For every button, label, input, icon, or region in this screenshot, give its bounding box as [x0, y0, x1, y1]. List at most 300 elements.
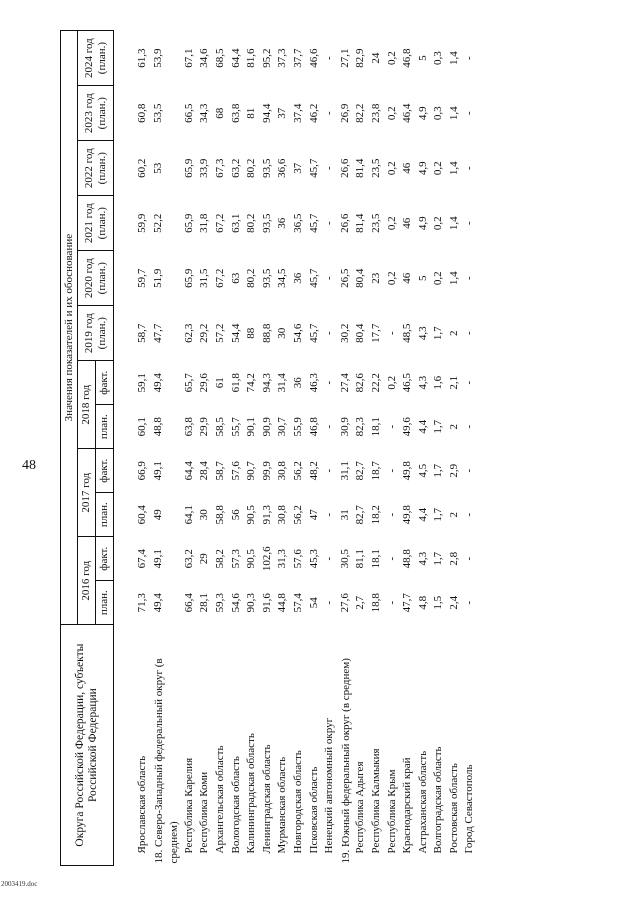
row-value-cell: 1,7	[432, 326, 445, 341]
row-value-cell: 80,4	[354, 268, 367, 288]
row-value-cell: 57,6	[291, 549, 304, 569]
row-value-cell: 0,2	[385, 216, 398, 231]
row-region-name: Новгородская область	[291, 750, 304, 854]
row-value-cell: 5	[416, 55, 429, 61]
row-value-cell: 49,8	[401, 505, 414, 525]
row-value-cell: -	[463, 424, 476, 429]
row-value-cell: 63,8	[182, 417, 195, 437]
row-value-cell: 66,5	[182, 103, 195, 123]
row-value-cell: 47,7	[151, 323, 164, 343]
row-value-cell: 63,2	[229, 158, 242, 178]
header-region-column: Округа Российской Федерации, субъекты Российской Федерации	[61, 625, 114, 866]
row-value-cell: 48,2	[307, 461, 320, 481]
row-value-cell: 82,7	[354, 461, 367, 481]
row-value-cell: 0,2	[432, 271, 445, 286]
row-value-cell: 60,1	[136, 417, 148, 437]
row-value-cell: 64,4	[229, 48, 242, 68]
row-value-cell: 95,2	[260, 48, 273, 68]
row-value-cell: 18,8	[369, 593, 382, 613]
row-value-cell: 94,3	[260, 373, 273, 393]
row-region-name: Город Севастополь	[463, 764, 476, 854]
row-value-cell: -	[323, 56, 336, 60]
row-value-cell: 65,9	[182, 158, 195, 178]
row-value-cell: 63	[229, 272, 242, 284]
row-value-cell: -	[323, 380, 336, 385]
row-value-cell: -	[323, 221, 336, 226]
row-value-cell: 66,4	[182, 593, 195, 613]
row-value-cell: 2	[447, 511, 460, 518]
row-value-cell: -	[463, 56, 476, 60]
header-fact: факт.	[96, 449, 114, 493]
row-value-cell: -	[323, 600, 336, 605]
row-value-cell: 30,9	[338, 417, 351, 437]
header-year-2020: 2020 год (план.)	[78, 251, 114, 306]
row-value-cell: 49,4	[151, 593, 164, 613]
row-value-cell: 4,9	[416, 106, 429, 121]
indicators-table	[60, 30, 479, 866]
row-value-cell: 30	[198, 509, 211, 521]
row-value-cell: 49,6	[401, 417, 414, 437]
row-value-cell: 2	[447, 423, 460, 430]
row-value-cell: 46,3	[307, 373, 320, 393]
row-value-cell: 46,6	[307, 48, 320, 68]
row-value-cell: 27,4	[338, 373, 351, 393]
row-value-cell: 0,2	[385, 106, 398, 121]
row-value-cell: 91,3	[260, 505, 273, 525]
row-region-name: 19. Южный федеральный округ (в среднем)	[339, 658, 352, 864]
table-row	[370, 31, 386, 866]
row-value-cell: 63,1	[229, 213, 242, 233]
row-region-name: 18. Северо-Западный федеральный округ (в среднем)	[152, 658, 181, 864]
row-value-cell: 18,1	[369, 549, 382, 569]
row-value-cell: 58,7	[136, 323, 148, 343]
row-value-cell: 57,4	[291, 593, 304, 613]
row-region-name: Ярославская область	[136, 755, 148, 854]
row-value-cell: 0,2	[432, 161, 445, 176]
table-row	[323, 31, 339, 866]
row-value-cell: 36	[291, 377, 304, 389]
row-value-cell: 30	[276, 327, 289, 339]
page-number: 48	[22, 458, 36, 473]
row-value-cell: 45,7	[307, 268, 320, 288]
row-value-cell: 0,2	[385, 51, 398, 65]
row-value-cell: 88	[245, 327, 258, 339]
row-value-cell: 94,4	[260, 103, 273, 123]
table-row	[136, 31, 152, 866]
row-value-cell: 59,7	[136, 268, 148, 288]
table-row	[276, 31, 292, 866]
row-value-cell: -	[385, 556, 398, 561]
header-fact: факт.	[96, 537, 114, 581]
header-plan: план.	[96, 581, 114, 625]
row-value-cell: -	[323, 111, 336, 116]
row-value-cell: 49,1	[151, 461, 164, 481]
row-value-cell: 60,2	[136, 158, 148, 178]
table-row	[198, 31, 214, 866]
row-value-cell: 45,3	[307, 549, 320, 569]
row-value-cell: 90,1	[245, 417, 258, 437]
row-value-cell: 4,3	[416, 375, 429, 390]
header-plan: план.	[96, 405, 114, 449]
row-value-cell: 30,2	[338, 323, 351, 343]
row-region-name: Архангельская область	[213, 745, 226, 854]
row-value-cell: 4,8	[416, 595, 429, 610]
row-value-cell: 58,2	[213, 549, 226, 569]
row-value-cell: 31,8	[198, 213, 211, 233]
row-value-cell: 63,8	[229, 103, 242, 123]
row-value-cell: 28,4	[198, 461, 211, 481]
row-value-cell: 31,3	[276, 549, 289, 569]
row-value-cell: 47,7	[401, 593, 414, 613]
row-value-cell: 58,8	[213, 505, 226, 525]
row-value-cell: 59,1	[136, 373, 148, 393]
row-value-cell: 1,4	[447, 106, 460, 121]
row-value-cell: 1,4	[447, 161, 460, 176]
header-year-2018: 2018 год	[78, 361, 96, 449]
row-value-cell: -	[323, 331, 336, 336]
table-row	[463, 31, 479, 866]
row-value-cell: 54,4	[229, 323, 242, 343]
row-value-cell: 52,2	[151, 213, 164, 233]
row-value-cell: 93,5	[260, 158, 273, 178]
row-value-cell: 58,5	[213, 417, 226, 437]
row-value-cell: 62,3	[182, 323, 195, 343]
row-value-cell: 57,6	[229, 461, 242, 481]
row-region-name: Краснодарский край	[401, 757, 414, 854]
row-value-cell: 67,4	[136, 549, 148, 569]
row-value-cell: 74,2	[245, 373, 258, 393]
row-value-cell: 0,3	[432, 51, 445, 65]
row-value-cell: 81,4	[354, 158, 367, 178]
row-value-cell: 27,1	[338, 48, 351, 68]
row-value-cell: 37,3	[276, 48, 289, 68]
row-value-cell: 1,5	[432, 595, 445, 610]
row-value-cell: 2	[447, 330, 460, 336]
row-value-cell: 45,7	[307, 323, 320, 343]
row-value-cell: 29,6	[198, 373, 211, 393]
row-value-cell: -	[463, 600, 476, 605]
row-value-cell: 1,4	[447, 271, 460, 286]
row-region-name: Псковская область	[307, 766, 320, 854]
table-body	[114, 31, 480, 866]
row-value-cell: 55,9	[291, 417, 304, 437]
row-value-cell: 37	[276, 107, 289, 119]
row-value-cell: 91,6	[260, 593, 273, 613]
row-value-cell: -	[463, 380, 476, 385]
table-spacer-row	[114, 31, 137, 866]
row-value-cell: -	[463, 221, 476, 226]
row-value-cell: -	[385, 331, 398, 336]
row-value-cell: 46,4	[401, 103, 414, 123]
row-value-cell: 65,9	[182, 268, 195, 288]
row-region-name: Вологодская область	[229, 756, 242, 854]
row-value-cell: 90,5	[245, 505, 258, 525]
row-region-name: Республика Карелия	[182, 757, 195, 854]
row-value-cell: 31,5	[198, 268, 211, 288]
row-value-cell: 23,5	[369, 158, 382, 178]
table-row	[417, 31, 433, 866]
row-value-cell: 56,2	[291, 461, 304, 481]
row-region-name: Республика Коми	[198, 771, 211, 854]
row-value-cell: 0,2	[385, 375, 398, 390]
row-value-cell: 1,7	[432, 551, 445, 566]
row-value-cell: 81,4	[354, 213, 367, 233]
row-value-cell: 30,8	[276, 505, 289, 525]
header-year-2021: 2021 год (план.)	[78, 196, 114, 251]
table-row	[386, 31, 402, 866]
header-fact: факт.	[96, 361, 114, 405]
row-value-cell: 65,7	[182, 373, 195, 393]
row-value-cell: 4,3	[416, 326, 429, 341]
row-region-name: Республика Калмыкия	[369, 748, 382, 854]
table-row	[214, 31, 230, 866]
row-value-cell: 2,4	[447, 595, 460, 610]
row-value-cell: 26,9	[338, 103, 351, 123]
table-row	[245, 31, 261, 866]
row-value-cell: 18,2	[369, 505, 382, 525]
row-value-cell: 82,6	[354, 373, 367, 393]
row-value-cell: 34,6	[198, 48, 211, 68]
row-value-cell: 47	[307, 509, 320, 521]
row-value-cell: 29,9	[198, 417, 211, 437]
row-value-cell: 1,4	[447, 51, 460, 65]
row-value-cell: 65,9	[182, 213, 195, 233]
row-value-cell: -	[323, 468, 336, 473]
table-row	[261, 31, 277, 866]
header-year-2016: 2016 год	[78, 537, 96, 625]
row-value-cell: -	[463, 468, 476, 473]
row-value-cell: 56	[229, 509, 242, 521]
row-value-cell: 46,5	[401, 373, 414, 393]
table-row	[339, 31, 355, 866]
row-region-name: Волгоградская область	[432, 746, 445, 854]
row-value-cell: 49,4	[151, 373, 164, 393]
row-value-cell: 49,8	[401, 461, 414, 481]
row-region-name: Республика Адыгея	[354, 761, 367, 854]
row-value-cell: 61,8	[229, 373, 242, 393]
row-value-cell: 80,2	[245, 213, 258, 233]
row-value-cell: 0,2	[432, 216, 445, 231]
row-value-cell: 93,5	[260, 213, 273, 233]
header-year-2024: 2024 год (план.)	[78, 31, 114, 86]
row-value-cell: 46,8	[401, 48, 414, 68]
row-value-cell: 2,1	[447, 375, 460, 390]
row-value-cell: 82,3	[354, 417, 367, 437]
row-value-cell: 1,7	[432, 507, 445, 522]
row-value-cell: 82,2	[354, 103, 367, 123]
row-value-cell: 57,3	[229, 549, 242, 569]
row-value-cell: -	[463, 512, 476, 517]
document-code: 2003419.doc	[1, 880, 38, 888]
row-value-cell: 82,9	[354, 48, 367, 68]
row-region-name: Ростовская область	[447, 763, 460, 854]
row-value-cell: -	[323, 276, 336, 281]
row-value-cell: 64,1	[182, 505, 195, 525]
row-value-cell: 34,3	[198, 103, 211, 123]
row-value-cell: 48,8	[401, 549, 414, 569]
row-value-cell: 27,6	[338, 593, 351, 613]
row-value-cell: 4,9	[416, 216, 429, 231]
row-value-cell: 48,5	[401, 323, 414, 343]
row-value-cell: 36,5	[291, 213, 304, 233]
row-value-cell: 33,9	[198, 158, 211, 178]
row-value-cell: 67,2	[213, 268, 226, 288]
row-value-cell: -	[463, 111, 476, 116]
row-value-cell: 66,9	[136, 461, 148, 481]
row-value-cell: 81	[245, 107, 258, 119]
row-value-cell: 23,8	[369, 103, 382, 123]
table-row	[354, 31, 370, 866]
row-value-cell: 31	[338, 509, 351, 521]
row-value-cell: 30,8	[276, 461, 289, 481]
row-value-cell: 0,2	[385, 271, 398, 286]
row-region-name: Калининградская область	[245, 733, 258, 854]
row-value-cell: 46	[401, 162, 414, 174]
row-value-cell: 64,4	[182, 461, 195, 481]
row-value-cell: -	[463, 331, 476, 336]
row-value-cell: 67,3	[213, 158, 226, 178]
row-value-cell: 46	[401, 272, 414, 284]
table-row	[448, 31, 464, 866]
table-row	[401, 31, 417, 866]
row-region-name: Республика Крым	[385, 769, 398, 854]
row-value-cell: 5	[416, 275, 429, 281]
row-value-cell: 30,5	[338, 549, 351, 569]
row-value-cell: 57,2	[213, 323, 226, 343]
row-value-cell: 59,9	[136, 213, 148, 233]
row-value-cell: 49,1	[151, 549, 164, 569]
header-plan: план.	[96, 493, 114, 537]
row-value-cell: 23,5	[369, 213, 382, 233]
row-value-cell: 81,1	[354, 549, 367, 569]
row-value-cell: 34,5	[276, 268, 289, 288]
row-value-cell: 4,3	[416, 551, 429, 566]
row-value-cell: 61,3	[136, 48, 148, 68]
row-value-cell: 82,7	[354, 505, 367, 525]
row-value-cell: 80,2	[245, 268, 258, 288]
row-value-cell: -	[323, 166, 336, 171]
row-value-cell: 17,7	[369, 323, 382, 343]
row-value-cell: 48,8	[151, 417, 164, 437]
row-value-cell: 28,1	[198, 593, 211, 613]
row-region-name: Астраханская область	[416, 750, 429, 854]
row-value-cell: 63,2	[182, 549, 195, 569]
row-value-cell: 54	[307, 597, 320, 609]
row-value-cell: 80,4	[354, 323, 367, 343]
row-value-cell: -	[385, 468, 398, 473]
row-value-cell: 55,7	[229, 417, 242, 437]
row-value-cell: -	[323, 556, 336, 561]
row-value-cell: 67,1	[182, 48, 195, 68]
row-value-cell: 2,7	[354, 595, 367, 610]
row-value-cell: -	[463, 166, 476, 171]
table-row	[152, 31, 183, 866]
header-year-2019: 2019 год (план.)	[78, 306, 114, 361]
row-value-cell: 1,4	[447, 216, 460, 231]
row-value-cell: 58,7	[213, 461, 226, 481]
header-year-2017: 2017 год	[78, 449, 96, 537]
row-value-cell: 46,2	[307, 103, 320, 123]
row-value-cell: 22,2	[369, 373, 382, 393]
row-value-cell: 81,6	[245, 48, 258, 68]
row-value-cell: 45,7	[307, 213, 320, 233]
row-value-cell: 51,9	[151, 268, 164, 288]
row-region-name: Ненецкий автономный округ	[323, 717, 336, 854]
row-value-cell: 1,6	[432, 375, 445, 390]
row-value-cell: 53	[151, 162, 164, 174]
row-value-cell: 2,8	[447, 551, 460, 566]
row-value-cell: 71,3	[136, 593, 148, 613]
row-value-cell: 53,9	[151, 48, 164, 68]
row-value-cell: 29,2	[198, 323, 211, 343]
table-row	[183, 31, 199, 866]
row-value-cell: 18,1	[369, 417, 382, 437]
row-value-cell: 102,6	[260, 546, 273, 572]
row-value-cell: 1,7	[432, 463, 445, 478]
row-value-cell: 90,5	[245, 549, 258, 569]
row-value-cell: 4,5	[416, 463, 429, 478]
row-value-cell: 60,4	[136, 505, 148, 525]
row-value-cell: 53,5	[151, 103, 164, 123]
row-value-cell: 37	[291, 162, 304, 174]
row-value-cell: 46	[401, 217, 414, 229]
row-value-cell: 30,7	[276, 417, 289, 437]
row-value-cell: 67,2	[213, 213, 226, 233]
row-value-cell: 68	[213, 107, 226, 119]
row-value-cell: 68,5	[213, 48, 226, 68]
row-value-cell: -	[323, 512, 336, 517]
row-value-cell: 36,6	[276, 158, 289, 178]
row-value-cell: 31,1	[338, 461, 351, 481]
row-value-cell: 88,8	[260, 323, 273, 343]
row-value-cell: 45,7	[307, 158, 320, 178]
row-value-cell: 46,8	[307, 417, 320, 437]
row-value-cell: 29	[198, 553, 211, 565]
row-value-cell: 31,4	[276, 373, 289, 393]
row-value-cell: 37,7	[291, 48, 304, 68]
row-value-cell: 0,2	[385, 161, 398, 176]
header-year-2022: 2022 год (план.)	[78, 141, 114, 196]
row-value-cell: 4,4	[416, 419, 429, 434]
row-value-cell: 44,8	[276, 593, 289, 613]
row-value-cell: 18,7	[369, 461, 382, 481]
table-row	[308, 31, 324, 866]
header-group-title: Значения показателей и их обоснование	[61, 31, 78, 625]
row-value-cell: 26,6	[338, 213, 351, 233]
row-value-cell: 0,3	[432, 106, 445, 121]
header-year-2023: 2023 год (план.)	[78, 86, 114, 141]
row-value-cell: -	[385, 424, 398, 429]
row-value-cell: 36	[276, 217, 289, 229]
rotated-table-container	[60, 30, 600, 866]
row-value-cell: 36	[291, 272, 304, 284]
row-value-cell: 90,7	[245, 461, 258, 481]
table-row	[230, 31, 246, 866]
row-value-cell: -	[463, 276, 476, 281]
row-value-cell: 60,8	[136, 103, 148, 123]
row-value-cell: 54,6	[291, 323, 304, 343]
row-value-cell: -	[463, 556, 476, 561]
row-value-cell: 59,3	[213, 593, 226, 613]
row-value-cell: 1,7	[432, 419, 445, 434]
row-value-cell: -	[323, 424, 336, 429]
row-value-cell: 90,9	[260, 417, 273, 437]
row-value-cell: 90,3	[245, 593, 258, 613]
row-value-cell: 93,5	[260, 268, 273, 288]
row-value-cell: 26,6	[338, 158, 351, 178]
row-value-cell: 80,2	[245, 158, 258, 178]
row-value-cell: 99,9	[260, 461, 273, 481]
